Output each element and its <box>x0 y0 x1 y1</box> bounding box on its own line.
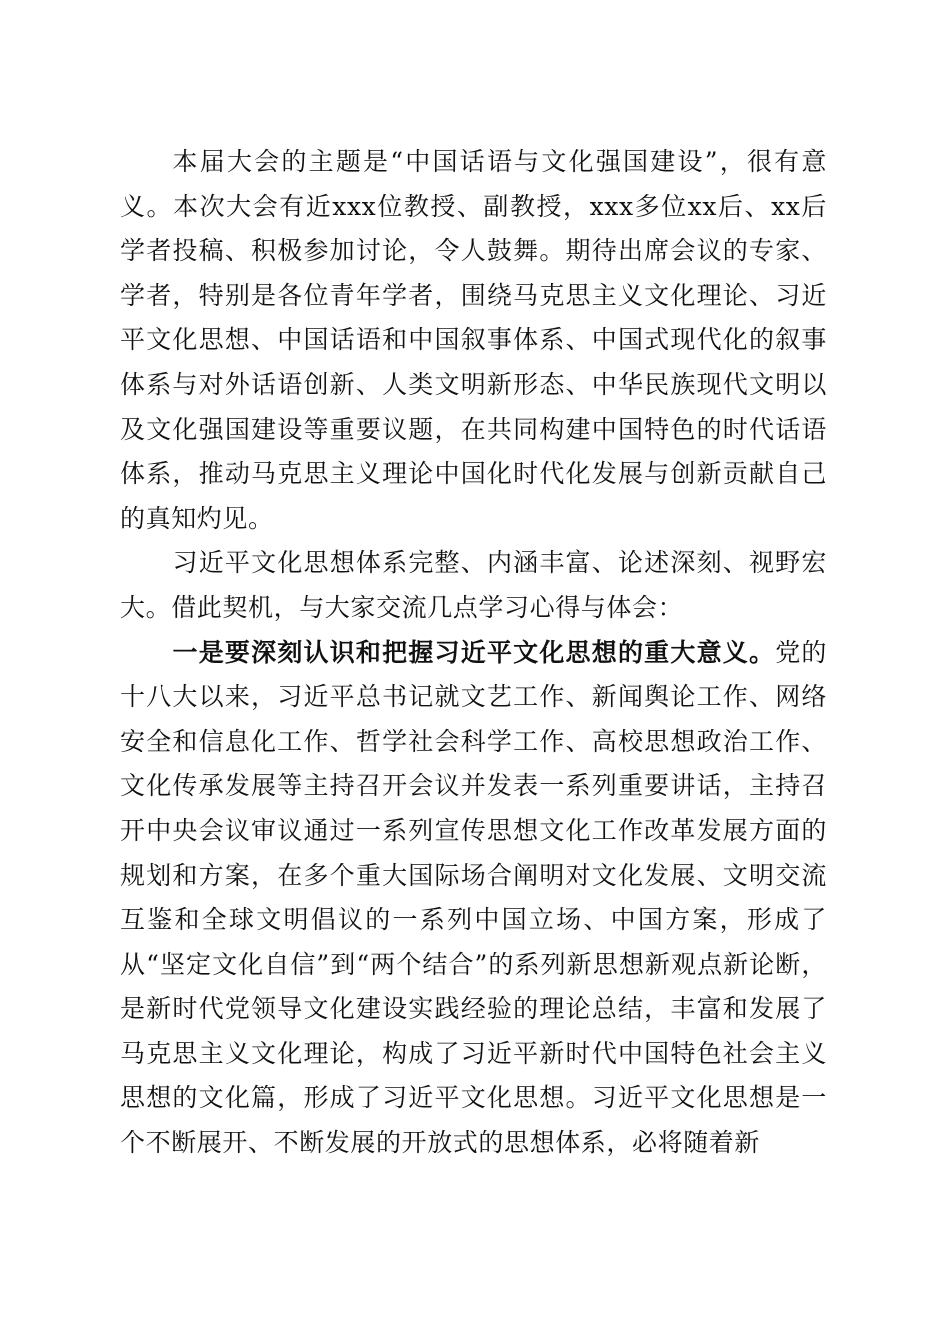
paragraph-first-point <box>120 631 827 1166</box>
paragraph-thought-overview <box>120 541 827 630</box>
paragraph-conference-theme <box>120 140 827 541</box>
paragraph-lead-heading: 一是要深刻认识和把握习近平文化思想的重大意义。 <box>172 637 776 667</box>
paragraph-text: 习近平文化思想体系完整、内涵丰富、论述深刻、视野宏大。借此契机，与大家交流几点学习心得与体会： <box>120 548 827 622</box>
paragraph-text: 本届大会的主题是“中国话语与文化强国建设”，很有意义。本次大会有近xxx位教授、副教授，xxx多位xx后、xx后学者投稿、积极参加讨论，令人鼓舞。期待出席会议的专家、学者，特别是各位青年学者，围绕马克思主义文化理论、习近平文化思想、中国话语和中国叙事体系、中国式现代化的叙事体系与对外话语创新、人类文明新形态、中华民族现代文明以及文化强国建设等重要议题，在共同构建中国特色的时代话语体系，推动马克思主义理论中国化时代化发展与创新贡献自己的真知灼见。 <box>120 147 827 533</box>
paragraph-text: 党的十八大以来，习近平总书记就文艺工作、新闻舆论工作、网络安全和信息化工作、哲学社会科学工作、高校思想政治工作、文化传承发展等主持召开会议并发表一系列重要讲话，主持召开中央会议审议通过一系列宣传思想文化工作改革发展方面的规划和方案，在多个重大国际场合阐明对文化发展、文明交流互鉴和全球文明倡议的一系列中国立场、中国方案，形成了从“坚定文化自信”到“两个结合”的系列新思想新观点新论断，是新时代党领导文化建设实践经验的理论总结，丰富和发展了马克思主义文化理论，构成了习近平新时代中国特色社会主义思想的文化篇，形成了习近平文化思想。习近平文化思想是一个不断展开、不断发展的开放式的思想体系，必将随着新 <box>120 637 827 1158</box>
document-body <box>120 140 827 1166</box>
